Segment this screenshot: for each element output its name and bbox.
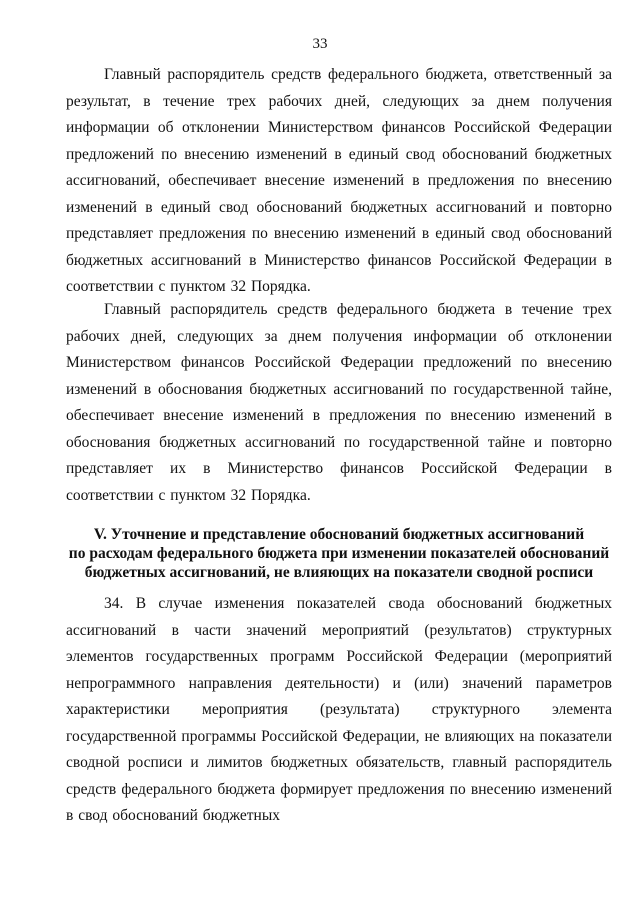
paragraph-resubmission-state-secret (66, 297, 612, 509)
clause-34 (66, 591, 612, 830)
clause-text: 34. В случае изменения показателей свода обоснований бюджетных ассигнований в части значений мероприятий (результатов) структурных элементов государственных программ Российской Федерации (мероприятий непрограммного направления деятельности) и (или) значений параметров характеристики мероприятия (результата) структурного элемента государственной программы Российской Федерации, не влияющих на показатели сводной росписи и лимитов бюджетных обязательств, главный распорядитель средств федерального бюджета формирует предложения по внесению изменений в свод обоснований бюджетных (66, 595, 612, 824)
section-heading-line: V. Уточнение и представление обоснований бюджетных ассигнований (93, 526, 585, 543)
paragraph-text: Главный распорядитель средств федерального бюджета, ответственный за результат, в течение трех рабочих дней, следующих за днем получения информации об отклонении Министерством финансов Российской Федерации предложений по внесению изменений в единый свод обоснований бюджетных ассигнований, обеспечивает внесение изменений в предложения по внесению изменений в единый свод обоснований бюджетных ассигнований и повторно представляет предложения по внесению изменений в единый свод обоснований бюджетных ассигнований в Министерство финансов Российской Федерации в соответствии с пунктом 32 Порядка. (66, 66, 612, 295)
section-heading-line: по расходам федерального бюджета при изменении показателей обоснований (68, 545, 610, 562)
paragraph-resubmission-budget-allocations (66, 62, 612, 301)
section-heading-line: бюджетных ассигнований, не влияющих на показатели сводной росписи (84, 564, 594, 581)
section-heading (66, 525, 612, 582)
paragraph-text: Главный распорядитель средств федерального бюджета в течение трех рабочих дней, следующих за днем получения информации об отклонении Министерством финансов Российской Федерации предложений по внесению изменений в обоснования бюджетных ассигнований по государственной тайне, обеспечивает внесение изменений в предложения по внесению изменений в обоснования бюджетных ассигнований по государственной тайне и повторно представляет их в Министерство финансов Российской Федерации в соответствии с пунктом 32 Порядка. (66, 301, 612, 504)
page-number: 33 (312, 36, 328, 52)
